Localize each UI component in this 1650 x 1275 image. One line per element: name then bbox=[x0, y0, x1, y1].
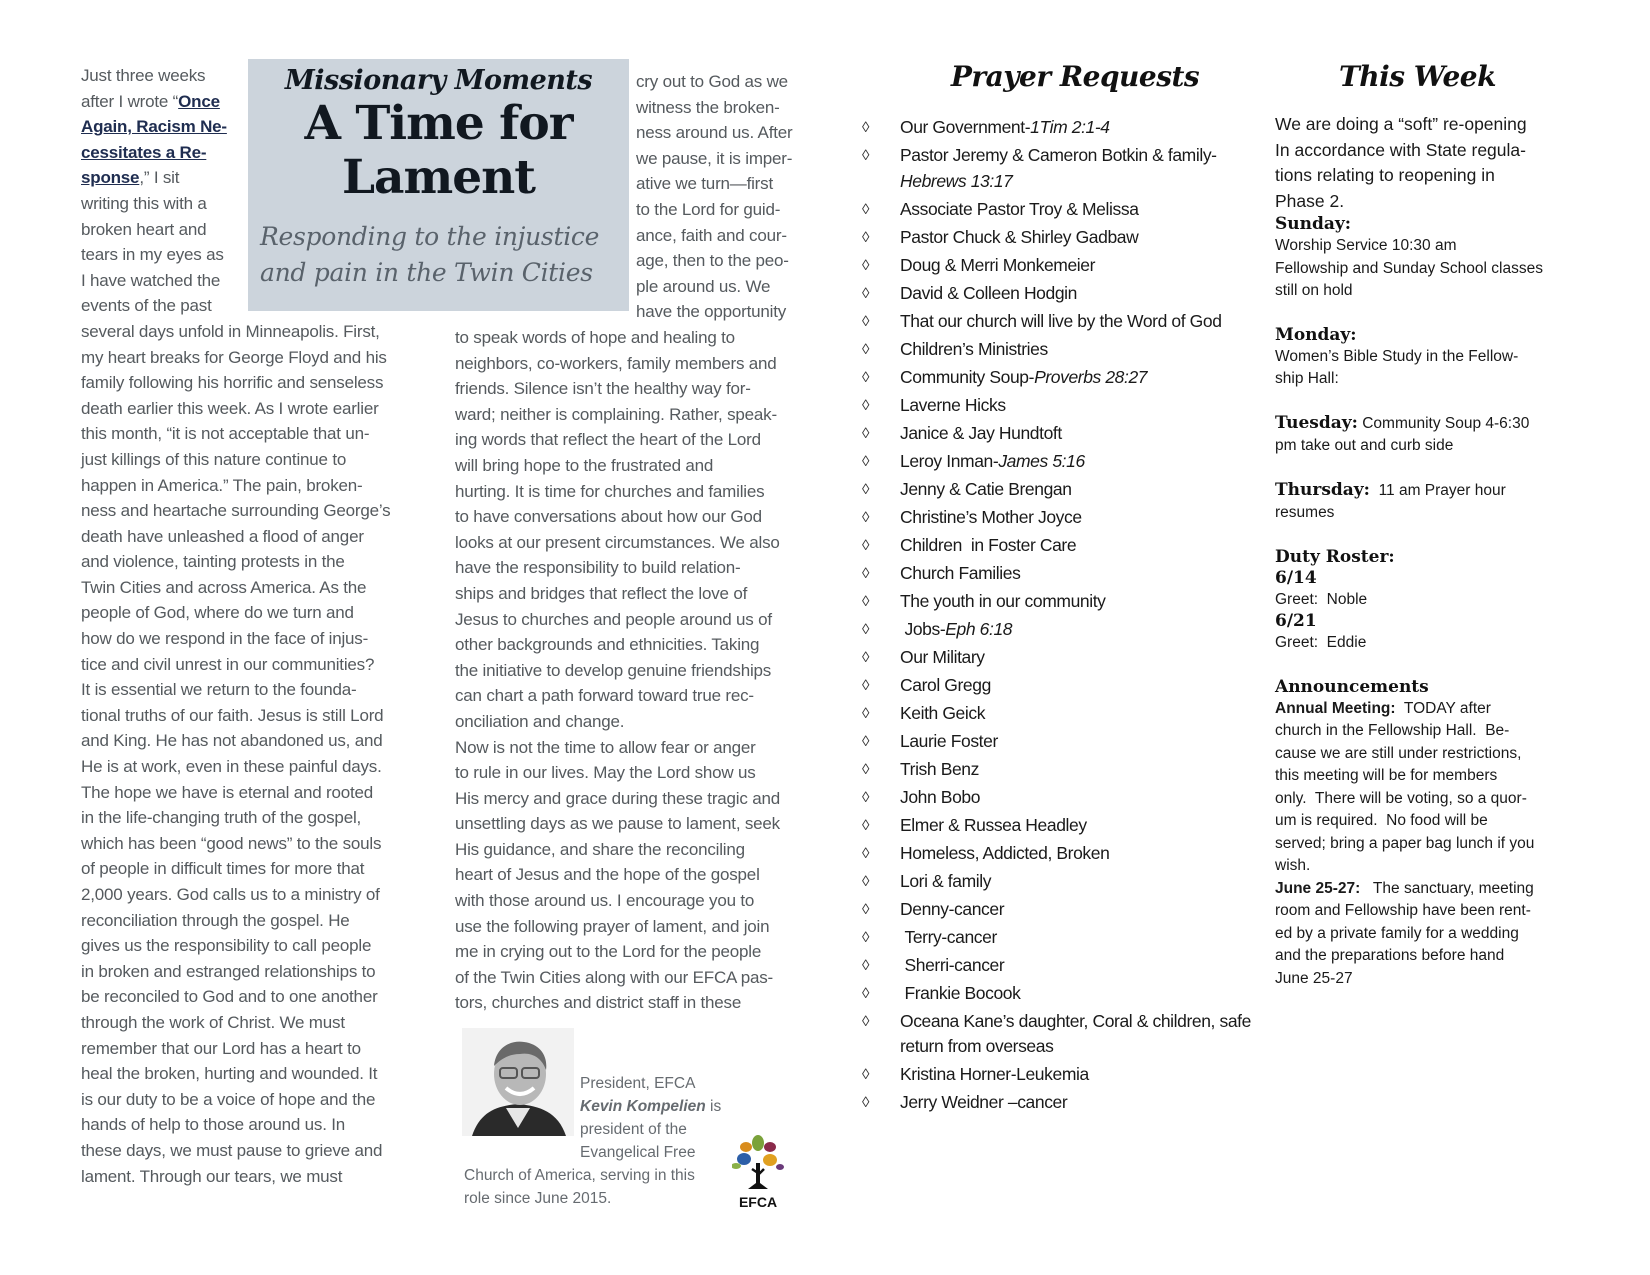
thursday-line: resumes bbox=[1275, 504, 1335, 521]
diamond-bullet-icon: ◊ bbox=[862, 147, 870, 164]
announcement-line: room and Fellowship have been rent- bbox=[1275, 902, 1531, 919]
diamond-bullet-icon: ◊ bbox=[862, 228, 870, 246]
prayer-request-text: Pastor Jeremy & Cameron Botkin & family- bbox=[900, 145, 1217, 165]
article-line: to speak words of hope and healing to bbox=[455, 328, 735, 347]
diamond-bullet-icon: ◊ bbox=[862, 396, 870, 414]
article-subtitle-line: Responding to the injustice bbox=[260, 222, 600, 251]
efca-tree-icon bbox=[732, 1133, 784, 1213]
prayer-request-item bbox=[862, 281, 1252, 307]
article-subtitle-line: and pain in the Twin Cities bbox=[260, 258, 593, 287]
article-text: after I wrote “ bbox=[81, 91, 179, 111]
author-portrait-icon bbox=[462, 1028, 574, 1136]
sunday-line: Worship Service 10:30 am bbox=[1275, 237, 1457, 254]
article-line: ness and heartache surrounding George’s bbox=[81, 501, 391, 521]
announcement-line: only. There will be voting, so a quor- bbox=[1275, 789, 1527, 807]
article-line: happen in America.” The pain, broken- bbox=[81, 475, 363, 495]
diamond-bullet-icon: ◊ bbox=[862, 1066, 870, 1083]
announcement-june bbox=[1275, 878, 1575, 991]
article-line: ness around us. After bbox=[636, 123, 793, 143]
prayer-request-text: Children’s Ministries bbox=[900, 338, 1048, 359]
prayer-request-item bbox=[862, 645, 1252, 671]
sunday-line: Fellowship and Sunday School classes bbox=[1275, 259, 1543, 277]
monday-details bbox=[1275, 346, 1575, 391]
diamond-bullet-icon: ◊ bbox=[862, 536, 870, 554]
article-line: cry out to God as we bbox=[636, 72, 788, 91]
diamond-bullet-icon: ◊ bbox=[862, 788, 870, 806]
article-line: ing words that reflect the heart of the Lord bbox=[455, 430, 761, 450]
prayer-request-text: Our Government- bbox=[900, 117, 1031, 137]
article-line: hurting. It is time for churches and families bbox=[455, 481, 765, 501]
prayer-request-text: Sherri-cancer bbox=[900, 954, 1005, 975]
prayer-request-text: Janice & Jay Hundtoft bbox=[900, 422, 1062, 443]
article-line: looks at our present circumstances. We also bbox=[455, 532, 780, 552]
announcement-line: um is required. No food will be bbox=[1275, 812, 1488, 829]
intro-line: Phase 2. bbox=[1275, 190, 1345, 211]
intro-line: In accordance with State regula- bbox=[1275, 139, 1526, 160]
announcement-text: The sanctuary, meeting bbox=[1360, 879, 1534, 897]
article-column-2 bbox=[455, 325, 825, 1016]
scripture-reference: Eph 6:18 bbox=[945, 618, 1013, 639]
prayer-request-text: Doug & Merri Monkemeier bbox=[900, 254, 1096, 275]
diamond-bullet-icon: ◊ bbox=[862, 256, 870, 274]
article-line: to have conversations about how our God bbox=[455, 507, 762, 527]
thursday-heading: Thursday: bbox=[1275, 479, 1370, 500]
article-kicker: Missionary Moments bbox=[284, 65, 593, 96]
announcement-annual-meeting bbox=[1275, 698, 1575, 878]
article-line: It is essential we return to the founda- bbox=[81, 680, 357, 700]
diamond-bullet-icon: ◊ bbox=[862, 704, 870, 722]
prayer-request-text: Trish Benz bbox=[900, 758, 979, 779]
prayer-request-item bbox=[862, 589, 1252, 615]
announcement-line: this meeting will be for members bbox=[1275, 767, 1498, 784]
prayer-request-item bbox=[862, 813, 1252, 839]
article-line: The hope we have is eternal and rooted bbox=[81, 782, 373, 802]
announcement-line bbox=[1275, 878, 1575, 901]
prayer-request-text: Elmer & Russea Headley bbox=[900, 814, 1087, 835]
caption-text: is bbox=[705, 1098, 722, 1115]
article-link-racism[interactable]: cessitates a Re- bbox=[81, 142, 207, 162]
announcement-line: and the preparations before hand bbox=[1275, 947, 1505, 964]
prayer-request-text: Christine’s Mother Joyce bbox=[900, 506, 1082, 527]
scripture-reference: James 5:16 bbox=[998, 450, 1085, 471]
prayer-request-text: Jenny & Catie Brengan bbox=[900, 478, 1072, 499]
prayer-request-item bbox=[862, 253, 1252, 279]
prayer-request-item bbox=[862, 729, 1252, 755]
diamond-bullet-icon: ◊ bbox=[862, 312, 870, 330]
duty-date: 6/21 bbox=[1275, 611, 1317, 631]
article-line: tice and civil unrest in our communities? bbox=[81, 654, 375, 674]
article-line: these days, we must pause to grieve and bbox=[81, 1140, 383, 1160]
author-photo bbox=[462, 1028, 574, 1136]
diamond-bullet-icon: ◊ bbox=[862, 340, 870, 358]
author-caption-continued bbox=[464, 1164, 764, 1210]
article-line: broken heart and bbox=[81, 219, 207, 239]
diamond-bullet-icon: ◊ bbox=[862, 900, 870, 918]
article-line: ance, faith and cour- bbox=[636, 225, 787, 245]
article-line: His mercy and grace during these tragic and bbox=[455, 788, 780, 808]
prayer-request-item bbox=[862, 365, 1252, 391]
article-line: friends. Silence isn’t the healthy way for- bbox=[455, 379, 751, 399]
thursday-text: 11 am Prayer hour bbox=[1369, 481, 1506, 499]
announcement-line: ed by a private family for a wedding bbox=[1275, 924, 1519, 942]
scripture-reference: 1Tim 2:1-4 bbox=[1030, 117, 1110, 137]
diamond-bullet-icon: ◊ bbox=[862, 872, 870, 890]
author-name: Kevin Kompelien bbox=[580, 1098, 706, 1115]
prayer-request-text: Oceana Kane’s daughter, Coral & children, safe return from overseas bbox=[900, 1010, 1256, 1056]
prayer-request-text: Carol Gregg bbox=[900, 674, 991, 695]
prayer-request-item bbox=[862, 953, 1252, 979]
monday-line: ship Hall: bbox=[1275, 370, 1339, 387]
prayer-request-text: Leroy Inman- bbox=[900, 450, 999, 471]
announcement-line: June 25-27 bbox=[1275, 969, 1353, 987]
intro-line: tions relating to reopening in bbox=[1275, 165, 1495, 185]
article-line: we pause, it is imper- bbox=[636, 148, 793, 168]
article-line: ward; neither is complaining. Rather, speak- bbox=[455, 404, 777, 424]
article-line: events of the past bbox=[81, 296, 212, 316]
article-line: ships and bridges that reflect the love of bbox=[455, 583, 748, 603]
prayer-request-text: Jobs- bbox=[900, 618, 946, 639]
prayer-request-item bbox=[862, 1062, 1252, 1088]
article-link-racism[interactable]: Once bbox=[178, 91, 220, 111]
prayer-request-item bbox=[862, 1090, 1252, 1116]
prayer-request-item bbox=[862, 897, 1252, 923]
article-line: ative we turn—first bbox=[636, 174, 773, 194]
article-line: use the following prayer of lament, and join bbox=[455, 916, 770, 936]
duty-date: 6/14 bbox=[1275, 567, 1317, 588]
article-line: and King. He has not abandoned us, and bbox=[81, 731, 383, 751]
prayer-request-text: Jerry Weidner –cancer bbox=[900, 1092, 1068, 1112]
prayer-request-item bbox=[862, 617, 1252, 643]
article-line: to the Lord for guid- bbox=[636, 199, 781, 219]
article-line: age, then to the peo- bbox=[636, 251, 789, 271]
diamond-bullet-icon: ◊ bbox=[862, 1094, 870, 1111]
article-line: in broken and estranged relationships to bbox=[81, 961, 376, 981]
this-week-intro bbox=[1275, 112, 1575, 214]
efca-logo-text: EFCA bbox=[738, 1194, 778, 1210]
prayer-request-item bbox=[862, 337, 1252, 363]
article-line: heal the broken, hurting and wounded. It bbox=[81, 1064, 378, 1084]
diamond-bullet-icon: ◊ bbox=[862, 928, 870, 946]
prayer-request-text: That our church will live by the Word of God bbox=[900, 310, 1222, 331]
prayer-request-text: Associate Pastor Troy & Melissa bbox=[900, 198, 1139, 219]
article-line: death have unleashed a flood of anger bbox=[81, 526, 364, 546]
article-line: will bring hope to the frustrated and bbox=[455, 455, 714, 475]
prayer-request-text: Laverne Hicks bbox=[900, 394, 1006, 415]
article-line: Jesus to churches and people around us of bbox=[455, 609, 772, 629]
prayer-request-item bbox=[862, 197, 1252, 223]
scripture-reference: Proverbs 28:27 bbox=[1034, 366, 1148, 387]
tuesday-text: Community Soup 4-6:30 bbox=[1357, 414, 1530, 432]
intro-line: We are doing a “soft” re-opening bbox=[1275, 114, 1527, 134]
prayer-request-item bbox=[862, 673, 1252, 699]
prayer-request-text: Community Soup- bbox=[900, 366, 1035, 387]
announcement-text: TODAY after bbox=[1395, 699, 1491, 717]
prayer-request-item bbox=[862, 309, 1252, 335]
prayer-request-item bbox=[862, 449, 1252, 475]
diamond-bullet-icon: ◊ bbox=[862, 676, 870, 694]
caption-line: Church of America, serving in this bbox=[464, 1167, 695, 1184]
article-link-racism[interactable]: sponse bbox=[81, 168, 140, 188]
prayer-request-item bbox=[862, 143, 1252, 194]
caption-line: role since June 2015. bbox=[464, 1190, 612, 1207]
prayer-request-text: The youth in our community bbox=[900, 590, 1106, 611]
prayer-request-text: Homeless, Addicted, Broken bbox=[900, 842, 1110, 863]
article-line: the initiative to develop genuine friendships bbox=[455, 660, 772, 680]
article-line: is our duty to be a voice of hope and the bbox=[81, 1089, 376, 1109]
prayer-request-item bbox=[862, 701, 1252, 727]
prayer-request-item bbox=[862, 393, 1252, 419]
diamond-bullet-icon: ◊ bbox=[862, 816, 870, 834]
article-line: reconciliation through the gospel. He bbox=[81, 910, 350, 930]
article-subtitle bbox=[260, 219, 625, 291]
diamond-bullet-icon: ◊ bbox=[862, 592, 870, 610]
article-line: through the work of Christ. We must bbox=[81, 1012, 345, 1032]
article-line: tional truths of our faith. Jesus is still Lord bbox=[81, 705, 384, 725]
prayer-request-item bbox=[862, 505, 1252, 531]
monday-heading: Monday: bbox=[1275, 324, 1357, 345]
thursday-details bbox=[1275, 480, 1575, 525]
article-line: can chart a path forward toward true rec- bbox=[455, 686, 754, 706]
tuesday-details bbox=[1275, 413, 1575, 458]
article-title-line: Lament bbox=[341, 150, 535, 205]
article-column-1-body bbox=[81, 191, 426, 1189]
article-line: His guidance, and share the reconciling bbox=[455, 839, 745, 859]
announcement-line: served; bring a paper bag lunch if you bbox=[1275, 834, 1535, 852]
sunday-line: still on hold bbox=[1275, 282, 1353, 299]
efca-logo bbox=[732, 1133, 784, 1213]
monday-line: Women’s Bible Study in the Fellow- bbox=[1275, 347, 1519, 365]
article-title bbox=[248, 97, 629, 205]
article-line: Now is not the time to allow fear or anger bbox=[455, 737, 756, 757]
prayer-requests-list bbox=[862, 115, 1256, 1118]
prayer-request-item bbox=[862, 841, 1252, 867]
prayer-request-text: Church Families bbox=[900, 562, 1021, 583]
article-line: in the life-changing truth of the gospel, bbox=[81, 808, 362, 828]
article-line: death earlier this week. As I wrote earlier bbox=[81, 398, 379, 418]
prayer-request-text: Our Military bbox=[900, 646, 985, 667]
article-line: of the Twin Cities along with our EFCA pas- bbox=[455, 967, 774, 987]
article-line: Just three weeks bbox=[81, 66, 206, 85]
article-line: neighbors, co-workers, family members and bbox=[455, 353, 777, 373]
diamond-bullet-icon: ◊ bbox=[862, 844, 870, 862]
prayer-request-text: Lori & family bbox=[900, 870, 992, 891]
author-role: President, EFCA bbox=[580, 1075, 696, 1092]
prayer-request-item bbox=[862, 225, 1252, 251]
article-line: with those around us. I encourage you to bbox=[455, 891, 755, 911]
announcement-label: Annual Meeting: bbox=[1275, 699, 1396, 717]
article-line: have the opportunity bbox=[636, 302, 787, 322]
article-line: my heart breaks for George Floyd and his bbox=[81, 347, 387, 367]
sunday-heading: Sunday: bbox=[1275, 214, 1352, 234]
prayer-request-text: Terry-cancer bbox=[900, 926, 997, 947]
tuesday-line bbox=[1275, 413, 1575, 436]
diamond-bullet-icon: ◊ bbox=[862, 620, 870, 638]
diamond-bullet-icon: ◊ bbox=[862, 452, 870, 470]
duty-roster-heading: Duty Roster: bbox=[1275, 546, 1395, 567]
prayer-request-text: Keith Geick bbox=[900, 702, 986, 723]
article-line: gives us the responsibility to call people bbox=[81, 936, 372, 956]
prayer-request-text: Children in Foster Care bbox=[900, 534, 1077, 555]
article-line: tears in my eyes as bbox=[81, 245, 224, 265]
announcement-label: June 25-27: bbox=[1275, 879, 1361, 897]
article-text: ,” I sit bbox=[139, 168, 180, 188]
article-line: onciliation and change. bbox=[455, 711, 625, 731]
diamond-bullet-icon: ◊ bbox=[862, 480, 870, 498]
prayer-request-text: Pastor Chuck & Shirley Gadbaw bbox=[900, 226, 1139, 247]
diamond-bullet-icon: ◊ bbox=[862, 200, 870, 218]
prayer-request-item bbox=[862, 533, 1252, 559]
diamond-bullet-icon: ◊ bbox=[862, 424, 870, 442]
diamond-bullet-icon: ◊ bbox=[862, 508, 870, 526]
article-line: 2,000 years. God calls us to a ministry of bbox=[81, 885, 380, 904]
announcements-heading: Announcements bbox=[1275, 676, 1429, 697]
article-line: family following his horrific and senseless bbox=[81, 373, 384, 393]
article-line: heart of Jesus and the hope of the gospel bbox=[455, 865, 760, 885]
announcement-line: cause we are still under restrictions, bbox=[1275, 744, 1522, 762]
diamond-bullet-icon: ◊ bbox=[862, 368, 870, 386]
article-line: which has been “good news” to the souls bbox=[81, 833, 382, 853]
article-line: He is at work, even in these painful days. bbox=[81, 757, 382, 777]
prayer-request-item bbox=[862, 925, 1252, 951]
article-line: Twin Cities and across America. As the bbox=[81, 577, 367, 597]
prayer-requests-title: Prayer Requests bbox=[950, 60, 1200, 93]
article-line: just killings of this nature continue to bbox=[81, 449, 347, 469]
prayer-request-item bbox=[862, 115, 1252, 141]
prayer-request-text: David & Colleen Hodgin bbox=[900, 282, 1078, 303]
tuesday-heading: Tuesday: bbox=[1275, 412, 1358, 433]
diamond-bullet-icon: ◊ bbox=[862, 760, 870, 778]
duty-assignment: Greet: Noble bbox=[1275, 590, 1368, 608]
prayer-request-text: Denny-cancer bbox=[900, 898, 1005, 919]
article-line: and violence, tainting protests in the bbox=[81, 552, 345, 572]
this-week-title: This Week bbox=[1338, 60, 1497, 93]
prayer-request-text: Laurie Foster bbox=[900, 730, 998, 751]
prayer-request-item bbox=[862, 869, 1252, 895]
caption-line: president of the bbox=[580, 1121, 687, 1138]
article-line: unsettling days as we pause to lament, seek bbox=[455, 814, 780, 834]
article-line: writing this with a bbox=[81, 193, 207, 213]
diamond-bullet-icon: ◊ bbox=[862, 956, 870, 974]
prayer-request-item bbox=[862, 561, 1252, 587]
scripture-reference: Hebrews 13:17 bbox=[900, 170, 1013, 191]
this-week-section bbox=[1275, 112, 1575, 990]
duty-assignment: Greet: Eddie bbox=[1275, 634, 1367, 651]
prayer-request-item bbox=[862, 1009, 1256, 1060]
prayer-request-item bbox=[862, 421, 1252, 447]
diamond-bullet-icon: ◊ bbox=[862, 648, 870, 666]
article-line: of people in difficult times for more that bbox=[81, 859, 365, 879]
author-name-line bbox=[580, 1095, 760, 1118]
diamond-bullet-icon: ◊ bbox=[862, 732, 870, 750]
caption-line: Evangelical Free bbox=[580, 1144, 696, 1161]
diamond-bullet-icon: ◊ bbox=[862, 1012, 870, 1030]
article-line: be reconciled to God and to one another bbox=[81, 987, 378, 1007]
announcement-line: church in the Fellowship Hall. Be- bbox=[1275, 722, 1510, 739]
announcement-line bbox=[1275, 698, 1575, 721]
diamond-bullet-icon: ◊ bbox=[862, 564, 870, 582]
article-line: I have watched the bbox=[81, 270, 221, 290]
article-line: other backgrounds and ethnicities. Taking bbox=[455, 635, 760, 655]
article-line: witness the broken- bbox=[636, 97, 780, 117]
article-line: remember that our Lord has a heart to bbox=[81, 1038, 361, 1058]
article-line: to rule in our lives. May the Lord show us bbox=[455, 763, 756, 783]
article-line: tors, churches and district staff in these bbox=[455, 993, 742, 1013]
prayer-request-item bbox=[862, 981, 1252, 1007]
diamond-bullet-icon: ◊ bbox=[862, 984, 870, 1002]
prayer-request-item bbox=[862, 477, 1252, 503]
article-line: hands of help to those around us. In bbox=[81, 1115, 346, 1135]
announcement-line: wish. bbox=[1275, 857, 1311, 874]
article-column-2-top bbox=[636, 69, 826, 325]
article-line: several days unfold in Minneapolis. First, bbox=[81, 321, 380, 341]
article-line: this month, “it is not acceptable that un- bbox=[81, 424, 370, 444]
diamond-bullet-icon: ◊ bbox=[862, 119, 870, 136]
thursday-line bbox=[1275, 480, 1575, 503]
prayer-request-item bbox=[862, 785, 1252, 811]
article-link-racism[interactable]: Again, Racism Ne- bbox=[81, 117, 227, 137]
prayer-request-text: Frankie Bocook bbox=[900, 982, 1021, 1003]
prayer-request-text: John Bobo bbox=[900, 786, 981, 807]
article-line: ple around us. We bbox=[636, 276, 771, 296]
article-line: how do we respond in the face of injus- bbox=[81, 629, 369, 649]
prayer-request-text: Kristina Horner-Leukemia bbox=[900, 1064, 1089, 1084]
tuesday-line: pm take out and curb side bbox=[1275, 437, 1454, 454]
article-line: me in crying out to the Lord for the people bbox=[455, 942, 762, 962]
article-line: lament. Through our tears, we must bbox=[81, 1166, 343, 1186]
sunday-details bbox=[1275, 235, 1575, 303]
diamond-bullet-icon: ◊ bbox=[862, 284, 870, 302]
article-line: have the responsibility to build relation- bbox=[455, 558, 741, 578]
article-title-line: A Time for bbox=[304, 96, 573, 151]
prayer-request-item bbox=[862, 757, 1252, 783]
article-header-box bbox=[248, 59, 629, 311]
article-line: people of God, where do we turn and bbox=[81, 603, 354, 623]
